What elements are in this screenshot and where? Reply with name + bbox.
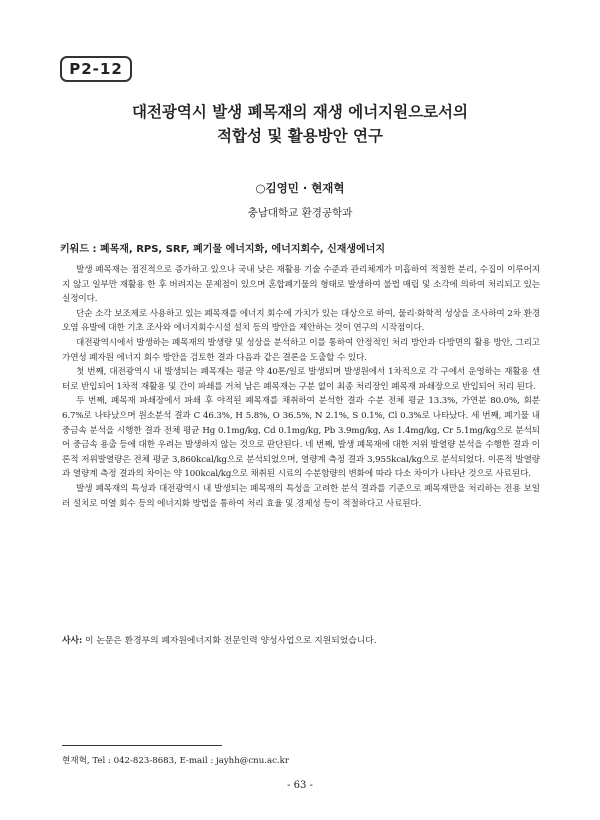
session-code-badge: P2-12 [60, 56, 132, 82]
author-affiliation: 충남대학교 환경공학과 [247, 207, 353, 219]
acknowledgement [62, 633, 540, 646]
contact-footnote: 현재혁, Tel : 042-823-8683, E-mail : jayhh@cnu.ac.kr [62, 756, 289, 766]
keywords-line: 키워드 : 폐목재, RPS, SRF, 폐기물 에너지화, 에너지회수, 신재생에너지 [60, 244, 386, 255]
page-number: - 63 - [287, 780, 313, 791]
paragraph: 발생 폐목재는 점진적으로 증가하고 있으나 국내 낮은 재활용 기술 수준과 관리체계가 미흡하여 적절한 분리, 수집이 이루어지지 않고 일부만 재활용 한 후 버려지는 문제점이 있으며 혼합폐기물의 형태로 발생하여 불법 매립 및 소각에 의하여 처리되고 있는 실정이다. [62, 265, 540, 305]
acknowledgement-text: 이 논문은 환경부의 폐자원에너지화 전문인력 양성사업으로 지원되었습니다. [85, 636, 377, 646]
abstract-body [62, 263, 540, 511]
paragraph: 두 번째, 폐목재 파쇄장에서 파쇄 후 야적된 폐목재를 채취하여 분석한 결과 수분 전체 평균 13.3%, 가연분 80.0%, 회분 6.7%로 나타났으며 원소분석 결과 C 46.3%, H 5.8%, O 36.5%, N 2.1%, S 0.1%, Cl 0.3%로 나타났다. 세 번째, 폐기물 내 중금속 분석을 시행한 결과 전체 평균 Hg 0.1mg/kg, Cd 0.1mg/kg, Pb 3.9mg/kg, As 1.4mg/kg, Cr 5.1mg/kg으로 분석되어 중금속 용출 등에 대한 우려는 발생하지 않는 것으로 판단된다. 네 번째, 발생 폐목재에 대한 저위 발열량 분석을 수행한 결과 이론적 저위발열량은 전체 평균 3,860kcal/kg으로 분석되었으며, 열량계 측정 결과 3,955kcal/kg으로 분석되었다. 이론적 발열량과 열량계 측정 결과의 차이는 약 100kcal/kg으로 채취된 시료의 수분함량의 변화에 따라 다소 차이가 나타난 것으로 사료된다. [62, 396, 540, 480]
paragraph: 단순 소각 보조제로 사용하고 있는 폐목재를 에너지 회수에 가치가 있는 대상으로 하여, 물리·화학적 성상을 조사하여 2차 환경오염 유발에 대한 기초 조사와 에너지회수시설 설치 등의 방안을 제안하는 것이 연구의 시작점이다. [62, 308, 540, 334]
author-names: ○김영민 · 현재혁 [255, 181, 345, 195]
paragraph: 첫 번째, 대전광역시 내 발생되는 폐목재는 평균 약 40톤/일로 발생되며 발생원에서 1차적으로 각 구에서 운영하는 재활용 센터로 반입되어 1차적 재활용 및 간이 파쇄를 거쳐 남은 폐목재는 구분 없이 최종 처리장인 폐목재 파쇄장으로 반입되어 처리 된다. [62, 367, 540, 392]
acknowledgement-label: 사사: [62, 636, 83, 646]
paragraph: 대전광역시에서 발생하는 폐목재의 발생량 및 성상을 분석하고 이를 통하여 안정적인 처리 방안과 다방면의 활용 방안, 그리고 가연성 폐자원 에너지 회수 방안을 검토한 결과 다음과 같은 결론을 도출할 수 있다. [62, 337, 540, 363]
paper-title-line-2: 적합성 및 활용방안 연구 [217, 127, 383, 145]
paper-title-line-1: 대전광역시 발생 폐목재의 재생 에너지원으로서의 [131, 103, 469, 121]
footnote-divider [62, 745, 222, 746]
paragraph: 발생 폐목재의 특성과 대전광역시 내 발생되는 폐목재의 특성을 고려한 분석 결과를 기준으로 폐목재만을 처리하는 전용 보일러 설치로 여열 회수 등의 에너지화 방법을 통하여 처리 효율 및 경제성 등이 적절하다고 사료된다. [62, 483, 540, 509]
